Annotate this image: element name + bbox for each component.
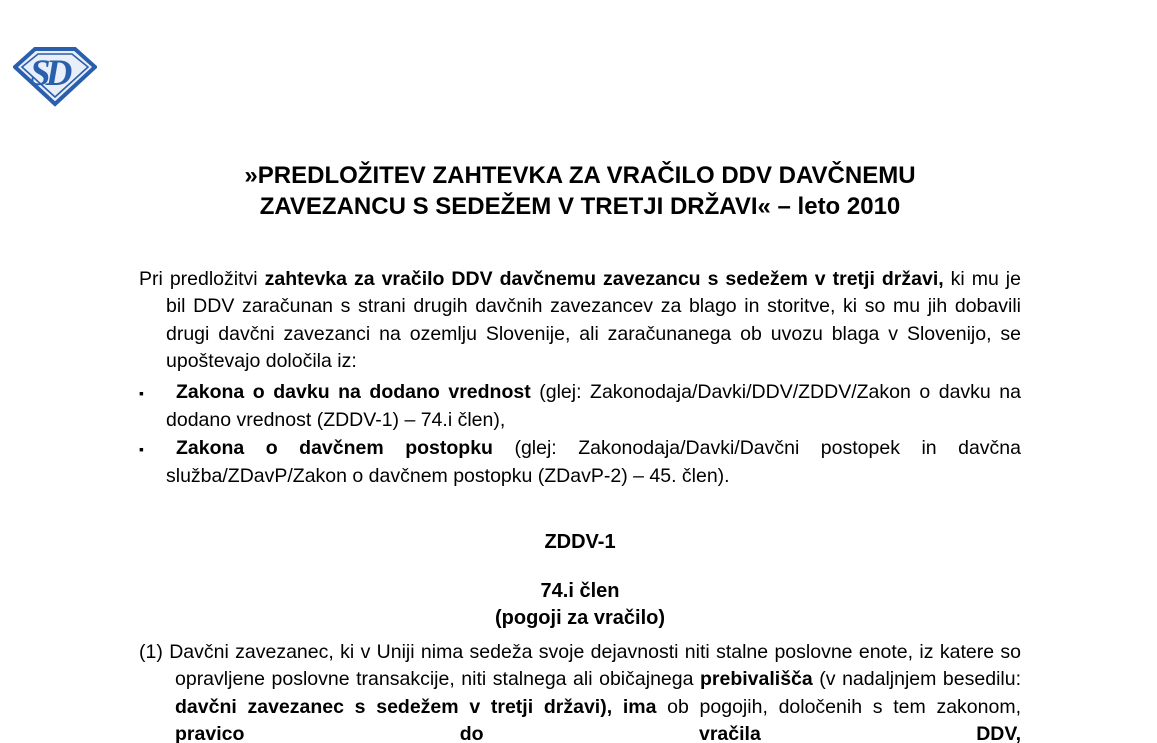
text-segment-bold: prebivališča xyxy=(700,668,813,691)
article-subtitle: (pogoji za vračilo) xyxy=(494,607,666,630)
text-segment-bold: pravico do vračila DDV, xyxy=(175,722,1021,743)
text-segment: Davčni zavezanec, ki v Uniji nima sedeža svoje dejavnosti niti stalne poslovne enote, iz katere so opravljene poslovne transakcije, niti stalnega ali običajnega xyxy=(162,641,1021,691)
bullet-list xyxy=(139,379,1021,490)
text-segment-bold: Zakona o davčnem postopku xyxy=(176,436,493,459)
text-segment: Pri predložitvi xyxy=(139,268,265,290)
intro-paragraph xyxy=(139,266,1021,375)
bullet-square-icon: ▪ xyxy=(139,385,144,401)
title-line-2: ZAVEZANCU S SEDEŽEM V TRETJI DRŽAVI« – leto 2010 xyxy=(259,193,901,220)
text-segment-bold: zahtevka za vračilo DDV davčnemu zavezancu s sedežem v tretji državi, xyxy=(264,268,944,290)
text-segment: (glej: Zakonodaja/Davki/DDV/ZDDV/Zakon o davku na dodano vrednost (ZDDV-1) – 74.i člen), xyxy=(166,381,1022,432)
text-segment-bold: davčni zavezanec s sedežem v tretji državi), ima xyxy=(175,695,657,718)
bullet-square-icon: ▪ xyxy=(139,440,144,457)
sd-logo xyxy=(13,45,97,107)
text-segment-bold: Zakona o davku na dodano vrednost xyxy=(176,381,531,403)
section-law-heading: ZDDV-1 xyxy=(544,531,616,553)
article-number: 74.i člen xyxy=(540,580,620,602)
paragraph-1 xyxy=(139,639,1021,743)
sd-logo-icon xyxy=(13,45,97,107)
bullet-item xyxy=(139,435,1021,491)
logo-monogram-text: SD xyxy=(30,53,68,94)
page-title xyxy=(139,160,1021,222)
paragraph-number: (1) xyxy=(139,641,163,663)
text-segment: (glej: Zakonodaja/Davki/Davčni postopek in davčna služba/ZDavP/Zakon o davčnem postopku (ZDavP-2) – 45. člen). xyxy=(166,436,1021,487)
text-segment: ob pogojih, določenih s tem zakonom, xyxy=(656,695,1021,718)
text-segment: ki mu je bil DDV zaračunan s strani drugih davčnih zavezancev za blago in storitve, ki so mu jih dobavili drugi davčni zavezanci na ozemlju Slovenije, ali zaračunanega ob uvozu blaga v Slovenijo, se upoštevajo določila iz: xyxy=(166,268,1021,372)
text-segment: (v nadaljnjem besedilu: xyxy=(812,668,1021,691)
bullet-item xyxy=(139,379,1021,435)
section-article-heading xyxy=(139,578,1021,633)
title-line-1: »PREDLOŽITEV ZAHTEVKA ZA VRAČILO DDV DAVČNEMU xyxy=(244,162,916,189)
